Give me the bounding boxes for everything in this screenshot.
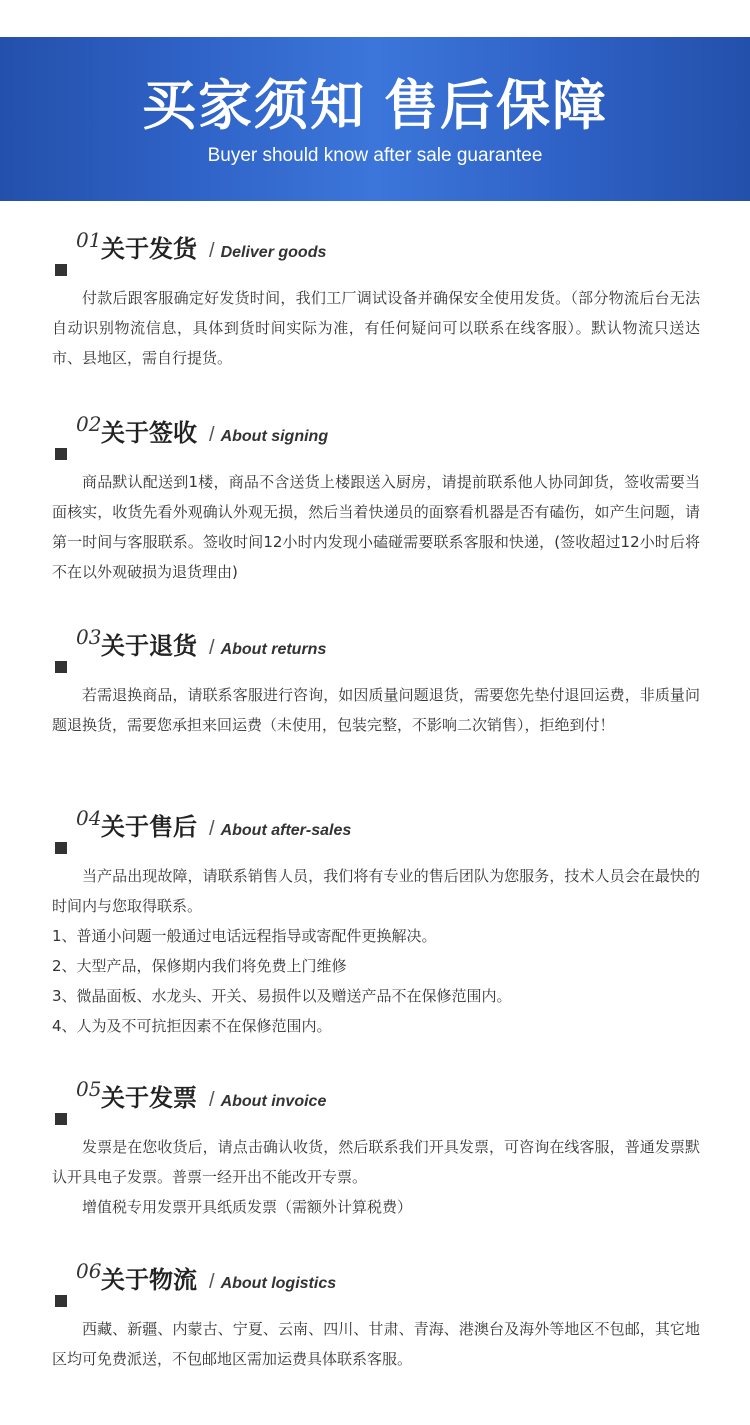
section-paragraph: 发票是在您收货后，请点击确认收货，然后联系我们开具发票，可咨询在线客服，普通发票默认开具电子发票。普票一经开出不能改开专票。 xyxy=(52,1138,700,1186)
section-title-en: Deliver goods xyxy=(220,244,327,261)
section-paragraph: 商品默认配送到1楼，商品不含送货上楼跟送入厨房，请提前联系他人协同卸货，签收需要当面核实，收货先看外观确认外观无损，然后当着快递员的面察看机器是否有磕伤，如产生问题，请第一时间与客服联系。签收时间12小时内发现小磕碰需要联系客服和快递，(签收超过12小时后将不在以外观破损为退货理由) xyxy=(52,473,700,581)
section-deliver-goods xyxy=(0,228,750,367)
section-title-en: About invoice xyxy=(220,1093,327,1110)
list-item: 2、大型产品，保修期内我们将免费上门维修 xyxy=(52,957,347,975)
section-title-slash: / xyxy=(209,637,215,659)
square-bullet-icon xyxy=(55,842,67,854)
square-bullet-icon xyxy=(55,264,67,276)
list-item: 4、人为及不可抗拒因素不在保修范围内。 xyxy=(52,1017,332,1035)
section-about-after-sales xyxy=(0,806,750,1035)
section-number: 02 xyxy=(76,412,102,436)
header-banner xyxy=(0,37,750,201)
section-title xyxy=(101,631,326,665)
banner-subtitle: Buyer should know after sale guarantee xyxy=(207,145,543,166)
section-title-en: About returns xyxy=(220,641,327,658)
section-title-slash: / xyxy=(209,240,215,262)
banner-title-left: 买家须知 xyxy=(142,74,366,137)
section-number: 06 xyxy=(76,1259,102,1283)
banner-title xyxy=(0,75,750,137)
section-number: 05 xyxy=(76,1077,102,1101)
section-body xyxy=(52,467,700,587)
section-paragraph: 西藏、新疆、内蒙古、宁夏、云南、四川、甘肃、青海、港澳台及海外等地区不包邮，其它地区均可免费派送，不包邮地区需加运费具体联系客服。 xyxy=(52,1320,700,1368)
section-title-cn: 关于退货 xyxy=(101,632,197,660)
section-about-signing xyxy=(0,412,750,581)
section-number: 01 xyxy=(76,228,102,252)
section-title xyxy=(101,1083,326,1117)
section-body xyxy=(52,1314,700,1374)
section-about-returns xyxy=(0,625,750,734)
section-about-invoice xyxy=(0,1077,750,1216)
section-body xyxy=(52,1132,700,1222)
section-paragraph: 增值税专用发票开具纸质发票（需额外计算税费） xyxy=(82,1198,413,1216)
section-title-slash: / xyxy=(209,1089,215,1111)
section-title-en: About signing xyxy=(220,428,329,445)
square-bullet-icon xyxy=(55,448,67,460)
section-title-slash: / xyxy=(209,1271,215,1293)
square-bullet-icon xyxy=(55,1113,67,1125)
section-title-cn: 关于物流 xyxy=(101,1266,197,1294)
section-title-cn: 关于发票 xyxy=(101,1084,197,1112)
section-body xyxy=(52,861,700,1041)
section-number: 03 xyxy=(76,625,102,649)
square-bullet-icon xyxy=(55,661,67,673)
section-title-cn: 关于售后 xyxy=(101,813,197,841)
section-body xyxy=(52,283,700,373)
banner-title-right: 售后保障 xyxy=(384,74,608,137)
section-title xyxy=(101,1265,336,1299)
section-about-logistics xyxy=(0,1259,750,1368)
section-paragraph: 若需退换商品，请联系客服进行咨询，如因质量问题退货，需要您先垫付退回运费，非质量问题退换货，需要您承担来回运费（未使用，包装完整，不影响二次销售），拒绝到付！ xyxy=(52,686,700,734)
section-title-slash: / xyxy=(209,424,215,446)
section-title-slash: / xyxy=(209,818,215,840)
section-title xyxy=(101,234,326,268)
section-number: 04 xyxy=(76,806,102,830)
list-item: 1、普通小问题一般通过电话远程指导或寄配件更换解决。 xyxy=(52,927,437,945)
section-title xyxy=(101,812,351,846)
section-title xyxy=(101,418,328,452)
section-paragraph: 当产品出现故障，请联系销售人员，我们将有专业的售后团队为您服务，技术人员会在最快的时间内与您取得联系。 xyxy=(52,867,700,915)
section-title-en: About logistics xyxy=(220,1275,337,1292)
section-title-cn: 关于发货 xyxy=(101,235,197,263)
square-bullet-icon xyxy=(55,1295,67,1307)
section-body xyxy=(52,680,700,740)
list-item: 3、微晶面板、水龙头、开关、易损件以及赠送产品不在保修范围内。 xyxy=(52,987,512,1005)
section-title-en: About after-sales xyxy=(220,822,352,839)
section-title-cn: 关于签收 xyxy=(101,419,197,447)
section-paragraph: 付款后跟客服确定好发货时间，我们工厂调试设备并确保安全使用发货。（部分物流后台无法自动识别物流信息，具体到货时间实际为准，有任何疑问可以联系在线客服）。默认物流只送达市、县地区，需自行提货。 xyxy=(52,289,700,367)
